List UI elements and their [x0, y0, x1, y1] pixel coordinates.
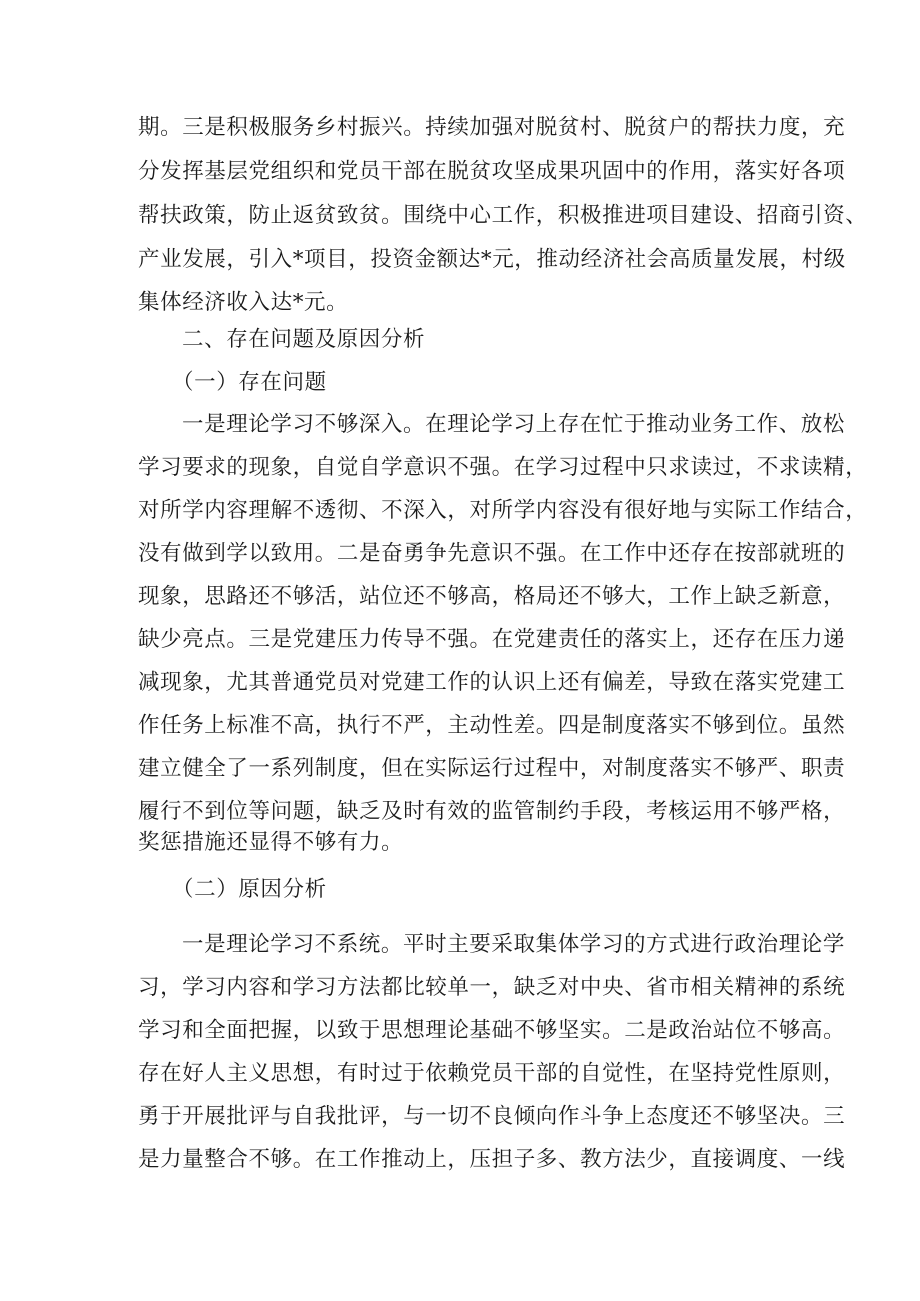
text-line-21: 习，学习内容和学习方法都比较单一，缺乏对中央、省市相关精神的系统 [138, 975, 846, 1000]
text-line-10: 对所学内容理解不透彻、不深入，对所学内容没有很好地与实际工作结合， [138, 498, 868, 523]
text-line-13: 缺少亮点。三是党建压力传导不强。在党建责任的落实上，还存在压力递 [138, 627, 846, 652]
text-line-23: 存在好人主义思想，有时过于依赖党员干部的自觉性，在坚持党性原则， [138, 1061, 846, 1086]
text-line-2: 分发挥基层党组织和党员干部在脱贫攻坚成果巩固中的作用，落实好各项 [138, 159, 846, 184]
text-line-16: 建立健全了一系列制度，但在实际运行过程中，对制度落实不够严、职责 [138, 756, 846, 781]
text-line-24: 勇于开展批评与自我批评，与一切不良倾向作斗争上态度还不够坚决。三 [138, 1104, 846, 1129]
text-line-5: 集体经济收入达*元。 [138, 290, 349, 315]
text-line-17: 履行不到位等问题，缺乏及时有效的监管制约手段，考核运用不够严格， [138, 799, 846, 824]
text-line-15: 作任务上标准不高，执行不严，主动性差。四是制度落实不够到位。虽然 [138, 713, 846, 738]
text-line-11: 没有做到学以致用。二是奋勇争先意识不强。在工作中还存在按部就班的 [138, 541, 846, 566]
text-line-20: 一是理论学习不系统。平时主要采取集体学习的方式进行政治理论学 [182, 932, 846, 957]
text-line-4: 产业发展，引入*项目，投资金额达*元，推动经济社会高质量发展，村级 [138, 247, 846, 272]
text-line-3: 帮扶政策，防止返贫致贫。围绕中心工作，积极推进项目建设、招商引资、 [138, 203, 868, 228]
text-line-8: 一是理论学习不够深入。在理论学习上存在忙于推动业务工作、放松 [182, 412, 846, 437]
subsection-heading-2: （二）原因分析 [172, 877, 327, 902]
text-line-14: 减现象，尤其普通党员对党建工作的认识上还有偏差，导致在落实党建工 [138, 670, 846, 695]
text-line-25: 是力量整合不够。在工作推动上，压担子多、教方法少，直接调度、一线 [138, 1147, 846, 1172]
text-line-12: 现象，思路还不够活，站位还不够高，格局还不够大，工作上缺乏新意， [138, 584, 846, 609]
text-line-18: 奖惩措施还显得不够有力。 [138, 830, 404, 855]
text-line-1: 期。三是积极服务乡村振兴。持续加强对脱贫村、脱贫户的帮扶力度，充 [138, 115, 846, 140]
subsection-heading-1: （一）存在问题 [172, 370, 327, 395]
text-line-9: 学习要求的现象，自觉自学意识不强。在学习过程中只求读过，不求读精， [138, 455, 868, 480]
text-line-22: 学习和全面把握，以致于思想理论基础不够坚实。二是政治站位不够高。 [138, 1018, 846, 1043]
section-heading-2: 二、存在问题及原因分析 [182, 327, 426, 352]
